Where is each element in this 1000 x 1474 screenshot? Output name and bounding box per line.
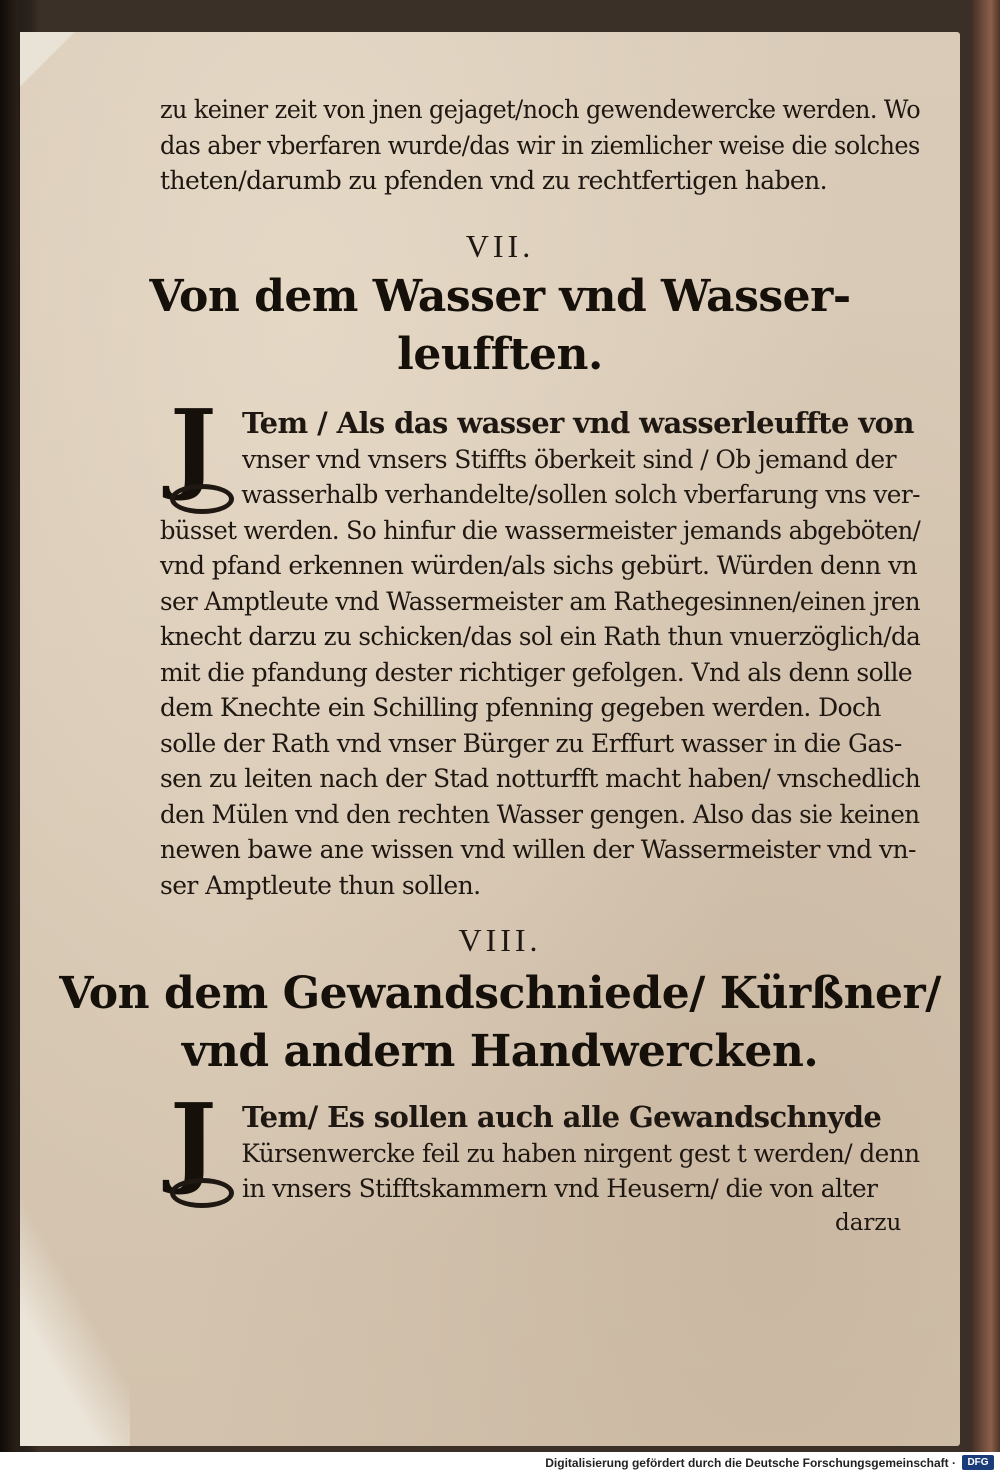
funding-note: Digitalisierung gefördert durch die Deutsche Forschungsgemeinschaft · bbox=[545, 1456, 956, 1470]
text-line: knecht darzu zu schicken/das sol ein Rath thun vnuerzöglich/da bbox=[160, 622, 921, 651]
chapter-heading bbox=[0, 965, 1000, 1081]
continuation-paragraph bbox=[160, 92, 920, 199]
chapter-number: VII. bbox=[465, 228, 535, 264]
text-line: zu keiner zeit von jnen gejaget/noch gewendewercke werden. Wo bbox=[160, 95, 921, 124]
book-spine bbox=[0, 0, 18, 1452]
text-line: ser Amptleute vnd Wassermeister am Rathegesinnen/einen jren bbox=[160, 586, 921, 616]
heading-line: vnd andern Handwercken. bbox=[181, 1026, 819, 1077]
text-line: in vnsers Stifftskammern vnd Heusern/ die von alter bbox=[242, 1174, 878, 1203]
text-line: sen zu leiten nach der Stad notturfft macht haben/ vnschedlich bbox=[160, 764, 921, 793]
dfg-logo: DFG bbox=[962, 1455, 994, 1470]
text-line: büsset werden. So hinfur die wassermeister jemands abgeböten/ bbox=[160, 515, 921, 545]
text-line: newen bawe ane wissen vnd willen der Wassermeister vnd vn- bbox=[160, 835, 916, 864]
text-line: ser Amptleute thun sollen. bbox=[160, 870, 481, 900]
heading-line: Von dem Gewandschniede/ Kürßner/ bbox=[59, 968, 941, 1019]
text-line: theten/darumb zu pfenden vnd zu rechtfertigen haben. bbox=[160, 166, 827, 195]
page-corner-wear bbox=[20, 1180, 130, 1446]
text-line: mit die pfandung dester richtiger gefolgen. Vnd als denn solle bbox=[160, 657, 913, 687]
decorated-initial: J bbox=[170, 1083, 217, 1198]
section-paragraph bbox=[160, 406, 920, 903]
chapter-number: VIII. bbox=[458, 922, 542, 958]
text-line: das aber vberfaren wurde/das wir in ziemlicher weise die solches bbox=[160, 130, 920, 160]
text-line: vnser vnd vnsers Stiffts öberkeit sind / Ob jemand der bbox=[242, 444, 896, 474]
page-corner-wear bbox=[20, 32, 90, 102]
heading-line: leufften. bbox=[397, 329, 603, 380]
book-cover-edge bbox=[970, 0, 1000, 1452]
heading-line: Von dem Wasser vnd Wasser- bbox=[149, 271, 851, 322]
section-paragraph bbox=[160, 1100, 920, 1207]
decorated-initial: J bbox=[170, 389, 217, 504]
catchword: darzu bbox=[835, 1210, 902, 1236]
text-line: Kürsenwercke feil zu haben nirgent gest t werden/ denn bbox=[241, 1138, 920, 1168]
text-line: vnd pfand erkennen würden/als sichs gebürt. Würden denn vn bbox=[160, 551, 918, 580]
text-line: Tem / Als das wasser vnd wasserleuffte von bbox=[242, 406, 914, 440]
chapter-heading bbox=[0, 268, 1000, 384]
text-line: den Mülen vnd den rechten Wasser gengen. Also das sie keinen bbox=[160, 799, 920, 829]
text-line: solle der Rath vnd vnser Bürger zu Erffurt wasser in die Gas- bbox=[160, 728, 902, 758]
text-line: Tem/ Es sollen auch alle Gewandschnyde bbox=[242, 1100, 882, 1134]
text-line: dem Knechte ein Schilling pfenning gegeben werden. Doch bbox=[160, 693, 881, 722]
text-line: wasserhalb verhandelte/sollen solch vberfarung vns ver- bbox=[241, 480, 920, 509]
